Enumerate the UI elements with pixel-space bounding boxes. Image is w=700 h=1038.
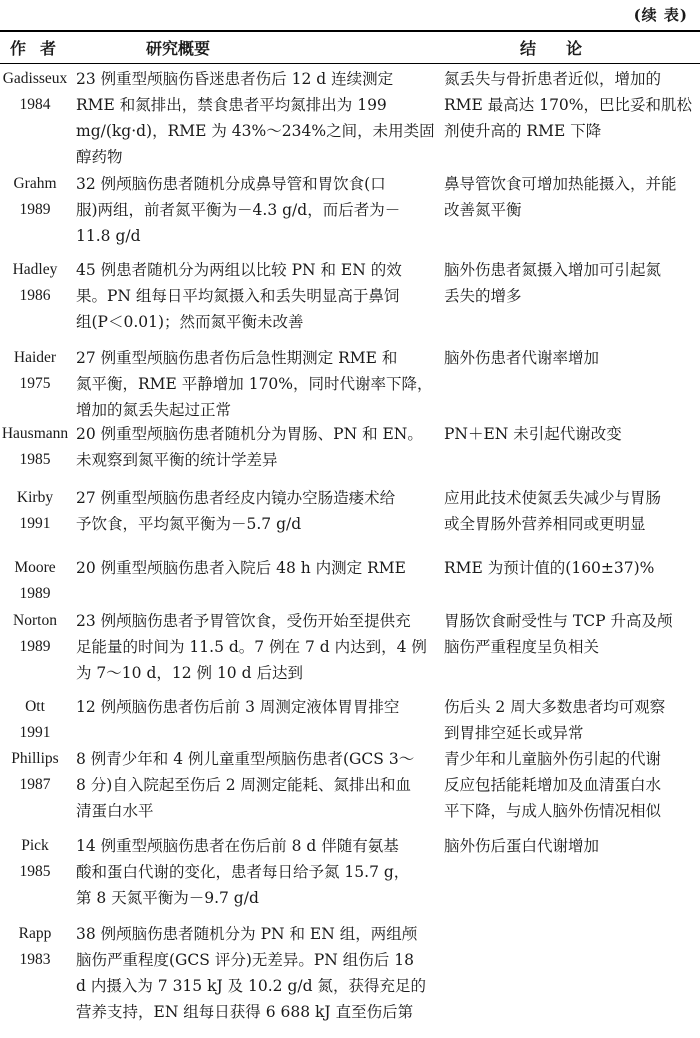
- conclusion-cell-line: 或全胃肠外营养相同或更明显: [444, 515, 646, 533]
- author-cell-line: 1986: [19, 287, 51, 304]
- summary-cell-line: 营养支持，EN 组每日获得 6 688 kJ 直至伤后第: [76, 1003, 414, 1021]
- author-cell-line: Haider: [13, 349, 57, 366]
- summary-cell-line: 8 例青少年和 4 例儿童重型颅脑伤患者(GCS 3～: [76, 750, 415, 768]
- summary-cell-line: 为 7～10 d，12 例 10 d 后达到: [76, 664, 303, 682]
- conclusion-cell: [444, 66, 693, 144]
- conclusion-cell: [444, 746, 690, 824]
- summary-cell-line: 组(P＜0.01)；然而氮平衡未改善: [76, 313, 304, 331]
- summary-cell: [76, 555, 426, 581]
- column-header-author: 作者: [10, 39, 71, 58]
- summary-cell-line: 14 例重型颅脑伤患者在伤后前 8 d 伴随有氨基: [76, 837, 399, 855]
- conclusion-cell: [444, 608, 690, 660]
- summary-cell-line: 氮平衡，RME 平静增加 170%，同时代谢率下降，: [76, 375, 433, 393]
- conclusion-cell-line: 鼻导管饮食可增加热能摄入，并能: [444, 175, 677, 193]
- summary-cell-line: 38 例颅脑伤患者随机分为 PN 和 EN 组，两组颅: [76, 925, 418, 943]
- summary-cell: [76, 66, 435, 170]
- summary-cell: [76, 608, 426, 686]
- author-cell: [0, 66, 70, 118]
- author-cell: [0, 171, 70, 223]
- author-cell-line: 1985: [19, 451, 51, 468]
- author-cell-line: 1991: [19, 724, 51, 741]
- summary-cell: [76, 421, 426, 473]
- summary-cell-line: mg/(kg·d)，RME 为 43%～234%之间，未用类固: [76, 122, 435, 140]
- conclusion-cell-line: 青少年和儿童脑外伤引起的代谢: [444, 750, 662, 768]
- summary-cell: [76, 694, 426, 720]
- column-header-conclusion: 结论: [520, 39, 613, 58]
- summary-cell-line: RME 和氮排出，禁食患者平均氮排出为 199: [76, 96, 387, 114]
- summary-cell: [76, 171, 426, 249]
- conclusion-cell: [444, 694, 690, 746]
- author-cell-line: 1984: [19, 96, 51, 113]
- summary-cell-line: 服)两组，前者氮平衡为－4.3 g/d，而后者为－: [76, 201, 401, 219]
- conclusion-cell-line: 改善氮平衡: [444, 201, 522, 219]
- author-cell: [0, 833, 70, 885]
- author-cell-line: Phillips: [11, 750, 59, 767]
- conclusion-cell-line: 平下降，与成人脑外伤情况相似: [444, 802, 662, 820]
- summary-cell-line: 酸和蛋白代谢的变化，患者每日给予氮 15.7 g，: [76, 863, 410, 881]
- summary-cell-line: 23 例重型颅脑伤昏迷患者伤后 12 d 连续测定: [76, 70, 394, 88]
- conclusion-cell: [444, 485, 690, 537]
- author-cell-line: Grahm: [13, 175, 57, 192]
- conclusion-cell-line: 胃肠饮食耐受性与 TCP 升高及颅: [444, 612, 673, 630]
- author-cell-line: Kirby: [16, 489, 54, 506]
- column-header-summary: 研究概要: [146, 39, 211, 58]
- author-cell: [0, 345, 70, 397]
- conclusion-cell-line: 应用此技术使氮丢失减少与胃肠: [444, 489, 662, 507]
- conclusion-cell: [444, 833, 690, 859]
- author-cell: [0, 257, 70, 309]
- author-cell: [0, 608, 70, 660]
- summary-cell-line: 果。PN 组每日平均氮摄入和丢失明显高于鼻饲: [76, 287, 400, 305]
- author-cell-line: Norton: [13, 612, 57, 629]
- conclusion-cell-line: 脑伤严重程度呈负相关: [444, 638, 600, 656]
- summary-cell-line: 脑伤严重程度(GCS 评分)无差异。PN 组伤后 18: [76, 951, 414, 969]
- summary-cell-line: 20 例重型颅脑伤患者入院后 48 h 内测定 RME: [76, 559, 406, 577]
- summary-cell-line: 20 例重型颅脑伤患者随机分为胃肠、PN 和 EN。: [76, 425, 423, 443]
- summary-cell-line: 11.8 g/d: [76, 227, 141, 245]
- author-cell-line: 1987: [19, 776, 51, 793]
- header-rule: [0, 63, 700, 64]
- summary-cell-line: 12 例颅脑伤患者伤后前 3 周测定液体胃胃排空: [76, 698, 400, 716]
- conclusion-cell-line: 到胃排空延长或异常: [444, 724, 584, 742]
- summary-cell-line: 第 8 天氮平衡为－9.7 g/d: [76, 889, 259, 907]
- summary-cell-line: 醇药物: [76, 148, 123, 166]
- summary-cell-line: 27 例重型颅脑伤患者经皮内镜办空肠造瘘术给: [76, 489, 396, 507]
- author-cell-line: Ott: [25, 698, 45, 715]
- summary-cell: [76, 485, 426, 537]
- summary-cell-line: 清蛋白水平: [76, 802, 154, 820]
- summary-cell-line: 32 例颅脑伤患者随机分成鼻导管和胃饮食(口: [76, 175, 386, 193]
- summary-cell: [76, 345, 433, 423]
- author-cell-line: 1983: [19, 951, 51, 968]
- author-cell: [0, 555, 70, 607]
- author-cell-line: Gadisseux: [2, 70, 68, 87]
- author-cell: [0, 694, 70, 746]
- summary-cell: [76, 833, 426, 911]
- author-cell-line: Pick: [21, 837, 49, 854]
- conclusion-cell-line: PN＋EN 未引起代谢改变: [444, 425, 622, 443]
- conclusion-cell: [444, 421, 690, 447]
- conclusion-cell-line: RME 最高达 170%，巴比妥和肌松: [444, 96, 693, 114]
- author-cell-line: 1989: [19, 201, 51, 218]
- author-cell: [0, 485, 70, 537]
- summary-cell-line: 8 分)自入院起至伤后 2 周测定能耗、氮排出和血: [76, 776, 412, 794]
- table-top-rule: [0, 30, 700, 32]
- continued-label: (续 表): [633, 6, 688, 24]
- conclusion-cell: [444, 555, 690, 581]
- summary-cell-line: 足能量的时间为 11.5 d。7 例在 7 d 内达到，4 例: [76, 638, 427, 656]
- conclusion-cell-line: 反应包括能耗增加及血清蛋白水: [444, 776, 662, 794]
- author-cell-line: 1991: [19, 515, 51, 532]
- conclusion-cell-line: 氮丢失与骨折患者近似，增加的: [444, 70, 662, 88]
- summary-cell-line: 予饮食，平均氮平衡为－5.7 g/d: [76, 515, 302, 533]
- conclusion-cell-line: 伤后头 2 周大多数患者均可观察: [444, 698, 666, 716]
- summary-cell-line: 45 例患者随机分为两组以比较 PN 和 EN 的效: [76, 261, 402, 279]
- conclusion-cell: [444, 171, 690, 223]
- author-cell-line: 1985: [19, 863, 51, 880]
- summary-cell-line: 未观察到氮平衡的统计学差异: [76, 451, 278, 469]
- conclusion-cell-line: 脑外伤后蛋白代谢增加: [444, 837, 600, 855]
- author-cell-line: Rapp: [18, 925, 52, 942]
- conclusion-cell-line: 剂使升高的 RME 下降: [444, 122, 602, 140]
- author-cell-line: Hausmann: [1, 425, 69, 442]
- summary-cell-line: d 内摄入为 7 315 kJ 及 10.2 g/d 氮，获得充足的: [76, 977, 426, 995]
- author-cell-line: Moore: [14, 559, 56, 576]
- summary-cell: [76, 257, 426, 335]
- author-cell: [0, 746, 70, 798]
- summary-cell: [76, 746, 426, 824]
- author-cell: [0, 421, 70, 473]
- summary-cell-line: 23 例颅脑伤患者予胃管饮食，受伤开始至提供充: [76, 612, 411, 630]
- author-cell-line: 1975: [19, 375, 51, 392]
- conclusion-cell: [444, 345, 690, 371]
- conclusion-cell-line: 脑外伤患者代谢率增加: [444, 349, 600, 367]
- conclusion-cell-line: 脑外伤患者氮摄入增加可引起氮: [444, 261, 662, 279]
- author-cell-line: 1989: [19, 638, 51, 655]
- author-cell: [0, 921, 70, 973]
- author-cell-line: Hadley: [12, 261, 58, 278]
- conclusion-cell-line: 丢失的增多: [444, 287, 522, 305]
- summary-cell: [76, 921, 426, 1025]
- summary-cell-line: 增加的氮丢失起过正常: [76, 401, 232, 419]
- conclusion-cell: [444, 257, 690, 309]
- author-cell-line: 1989: [19, 585, 51, 602]
- conclusion-cell-line: RME 为预计值的(160±37)%: [444, 559, 655, 577]
- summary-cell-line: 27 例重型颅脑伤患者伤后急性期测定 RME 和: [76, 349, 398, 367]
